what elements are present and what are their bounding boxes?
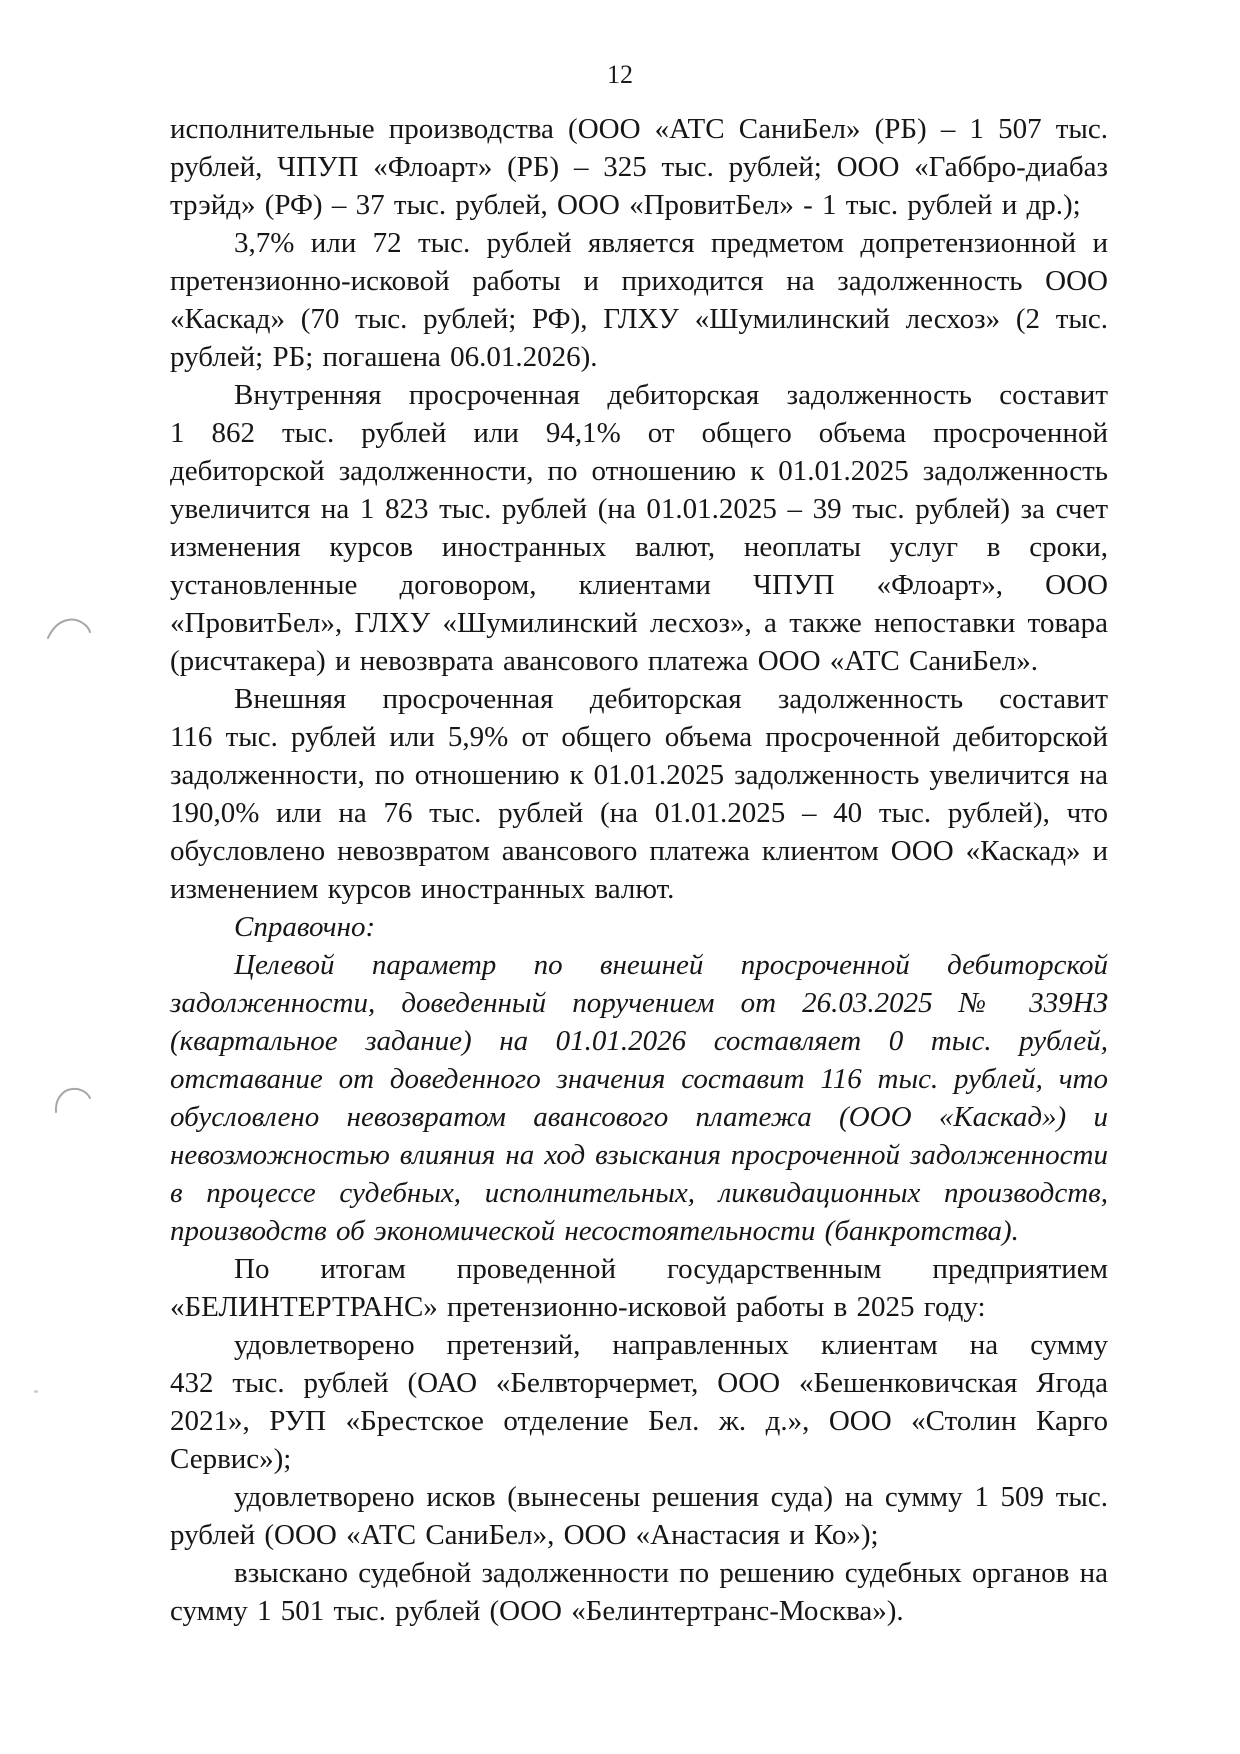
page-number: 12 [607,60,633,89]
paragraph: взыскано судебной задолженности по решению судебных органов на сумму 1 501 тыс. рублей (ООО «Белинтертранс-Москва»). [170,1557,1108,1627]
paragraph: исполнительные производства (ООО «АТС СаниБел» (РБ) – 1 507 тыс. рублей, ЧПУП «Флоарт» (РБ) – 325 тыс. рублей; ООО «Габбро-диабаз трэйд» (РФ) – 37 тыс. рублей, ООО «ПровитБел» - 1 тыс. рублей и др.); [170,113,1108,221]
paragraph: удовлетворено исков (вынесены решения суда) на сумму 1 509 тыс. рублей (ООО «АТС СаниБел», ООО «Анастасия и Ко»); [170,1481,1108,1551]
document-text-block [170,110,1108,1630]
paragraph: По итогам проведенной государственным предприятием «БЕЛИНТЕРТРАНС» претензионно-исковой работы в 2025 году: [170,1253,1108,1323]
paragraph: Внешняя просроченная дебиторская задолженность составит 116 тыс. рублей или 5,9% от общего объема просроченной дебиторской задолженности, по отношению к 01.01.2025 задолженность увеличится на 190,0% или на 76 тыс. рублей (на 01.01.2025 – 40 тыс. рублей), что обусловлено невозвратом авансового платежа клиентом ООО «Каскад» и изменением курсов иностранных валют. [170,683,1108,905]
scan-speck [34,1390,38,1393]
paragraph: Внутренняя просроченная дебиторская задолженность составит 1 862 тыс. рублей или 94,1% от общего объема просроченной дебиторской задолженности, по отношению к 01.01.2025 задолженность увеличится на 1 823 тыс. рублей (на 01.01.2025 – 39 тыс. рублей) за счет изменения курсов иностранных валют, неоплаты услуг в сроки, установленные договором, клиентами ЧПУП «Флоарт», ООО «ПровитБел», ГЛХУ «Шумилинский лесхоз», а также непоставки товара (рисчтакера) и невозврата авансового платежа ООО «АТС СаниБел». [170,379,1108,677]
handwritten-arc-mark [46,612,94,644]
handwritten-arc-mark [50,1082,96,1116]
paragraph: удовлетворено претензий, направленных клиентам на сумму 432 тыс. рублей (ОАО «Белвторчермет, ООО «Бешенковичская Ягода 2021», РУП «Брестское отделение Бел. ж. д.», ООО «Столин Карго Сервис»); [170,1329,1108,1475]
paragraph-reference-note: Целевой параметр по внешней просроченной дебиторской задолженности, доведенный поручением от 26.03.2025 № 339НЗ (квартальное задание) на 01.01.2026 составляет 0 тыс. рублей, отставание от доведенного значения составит 116 тыс. рублей, что обусловлено невозвратом авансового платежа (ООО «Каскад») и невозможностью влияния на ход взыскания просроченной задолженности в процессе судебных, исполнительных, ликвидационных производств, производств об экономической несостоятельности (банкротства). [170,949,1108,1247]
paragraph: 3,7% или 72 тыс. рублей является предметом допретензионной и претензионно-исковой работы и приходится на задолженность ООО «Каскад» (70 тыс. рублей; РФ), ГЛХУ «Шумилинский лесхоз» (2 тыс. рублей; РБ; погашена 06.01.2026). [170,227,1108,373]
paragraph-reference-label: Справочно: [234,911,376,943]
